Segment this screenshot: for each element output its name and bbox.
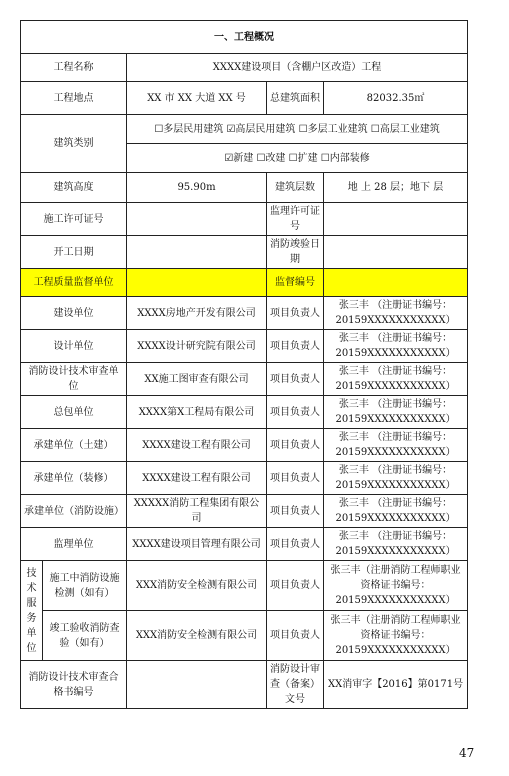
fire-review-unit-label: 消防设计技术审查单位 xyxy=(21,363,127,396)
building-height-label: 建筑高度 xyxy=(21,173,127,203)
construction-unit-person-label: 项目负责人 xyxy=(267,297,324,330)
contractor-civil-value: XXXX建设工程有限公司 xyxy=(127,429,267,462)
fire-review-unit-value: XX施工图审查有限公司 xyxy=(127,363,267,396)
fire-review-doc-label: 消防设计审查（备案）文号 xyxy=(267,661,324,709)
contractor-fire-person-label: 项目负责人 xyxy=(267,495,324,528)
section-title: 一、工程概况 xyxy=(21,21,468,54)
contractor-fire-value: XXXXX消防工程集团有限公司 xyxy=(127,495,267,528)
contractor-fire-person-value: 张三丰 （注册证书编号：20159XXXXXXXXXXX） xyxy=(324,495,468,528)
fire-testing-value: XXX消防安全检测有限公司 xyxy=(127,561,267,611)
total-area-label: 总建筑面积 xyxy=(267,82,324,115)
supervision-code-value xyxy=(324,269,468,297)
general-contractor-value: XXXX第X工程局有限公司 xyxy=(127,396,267,429)
construction-permit-value xyxy=(127,203,267,236)
project-location-value: XX 市 XX 大道 XX 号 xyxy=(127,82,267,115)
total-area-value: 82032.35㎡ xyxy=(324,82,468,115)
fire-review-person-label: 项目负责人 xyxy=(267,363,324,396)
acceptance-check-label: 竣工验收消防查验（如有） xyxy=(43,611,127,661)
building-floors-label: 建筑层数 xyxy=(267,173,324,203)
quality-supervision-unit-label: 工程质量监督单位 xyxy=(21,269,127,297)
start-date-label: 开工日期 xyxy=(21,236,127,269)
building-category-label: 建筑类别 xyxy=(21,115,127,173)
fire-testing-label: 施工中消防设施检测（如有） xyxy=(43,561,127,611)
fire-acceptance-date-label: 消防竣验日期 xyxy=(267,236,324,269)
fire-review-doc-value: XX消审字【2016】第0171号 xyxy=(324,661,468,709)
supervisor-person-label: 项目负责人 xyxy=(267,528,324,561)
start-date-value xyxy=(127,236,267,269)
design-unit-value: XXXX设计研究院有限公司 xyxy=(127,330,267,363)
acceptance-check-person-label: 项目负责人 xyxy=(267,611,324,661)
supervisor-unit-value: XXXX建设项目管理有限公司 xyxy=(127,528,267,561)
fire-testing-person-label: 项目负责人 xyxy=(267,561,324,611)
construction-unit-label: 建设单位 xyxy=(21,297,127,330)
project-overview-table xyxy=(20,20,468,709)
tech-service-group-label: 技术服务单位 xyxy=(21,561,43,661)
quality-supervision-unit-value xyxy=(127,269,267,297)
fire-certificate-value xyxy=(127,661,267,709)
fire-testing-person-value: 张三丰（注册消防工程师职业资格证书编号：20159XXXXXXXXXXX） xyxy=(324,561,468,611)
page-number: 47 xyxy=(459,746,475,760)
design-unit-label: 设计单位 xyxy=(21,330,127,363)
building-height-value: 95.90m xyxy=(127,173,267,203)
supervision-permit-value xyxy=(324,203,468,236)
fire-review-person-value: 张三丰 （注册证书编号：20159XXXXXXXXXXX） xyxy=(324,363,468,396)
construction-permit-label: 施工许可证号 xyxy=(21,203,127,236)
contractor-civil-person-value: 张三丰 （注册证书编号：20159XXXXXXXXXXX） xyxy=(324,429,468,462)
fire-acceptance-date-value xyxy=(324,236,468,269)
contractor-decoration-label: 承建单位（装修） xyxy=(21,462,127,495)
building-category-type-options: ☐多层民用建筑 ☑高层民用建筑 ☐多层工业建筑 ☐高层工业建筑 xyxy=(127,115,468,144)
construction-unit-value: XXXX房地产开发有限公司 xyxy=(127,297,267,330)
contractor-decoration-person-label: 项目负责人 xyxy=(267,462,324,495)
building-floors-value: 地 上 28 层；地下 层 xyxy=(324,173,468,203)
building-category-work-options: ☑新建 ☐改建 ☐扩建 ☐内部装修 xyxy=(127,144,468,173)
supervisor-unit-label: 监理单位 xyxy=(21,528,127,561)
supervision-permit-label: 监理许可证号 xyxy=(267,203,324,236)
project-name-label: 工程名称 xyxy=(21,54,127,82)
fire-certificate-label: 消防设计技术审查合格书编号 xyxy=(21,661,127,709)
general-contractor-person-value: 张三丰 （注册证书编号：20159XXXXXXXXXXX） xyxy=(324,396,468,429)
contractor-decoration-person-value: 张三丰 （注册证书编号：20159XXXXXXXXXXX） xyxy=(324,462,468,495)
design-unit-person-value: 张三丰 （注册证书编号：20159XXXXXXXXXXX） xyxy=(324,330,468,363)
contractor-decoration-value: XXXX建设工程有限公司 xyxy=(127,462,267,495)
contractor-civil-label: 承建单位（土建） xyxy=(21,429,127,462)
general-contractor-label: 总包单位 xyxy=(21,396,127,429)
design-unit-person-label: 项目负责人 xyxy=(267,330,324,363)
supervisor-person-value: 张三丰 （注册证书编号：20159XXXXXXXXXXX） xyxy=(324,528,468,561)
project-name-value: XXXX建设项目（含棚户区改造）工程 xyxy=(127,54,468,82)
acceptance-check-value: XXX消防安全检测有限公司 xyxy=(127,611,267,661)
construction-unit-person-value: 张三丰 （注册证书编号：20159XXXXXXXXXXX） xyxy=(324,297,468,330)
contractor-civil-person-label: 项目负责人 xyxy=(267,429,324,462)
project-location-label: 工程地点 xyxy=(21,82,127,115)
general-contractor-person-label: 项目负责人 xyxy=(267,396,324,429)
acceptance-check-person-value: 张三丰（注册消防工程师职业资格证书编号：20159XXXXXXXXXXX） xyxy=(324,611,468,661)
supervision-code-label: 监督编号 xyxy=(267,269,324,297)
contractor-fire-label: 承建单位（消防设施） xyxy=(21,495,127,528)
